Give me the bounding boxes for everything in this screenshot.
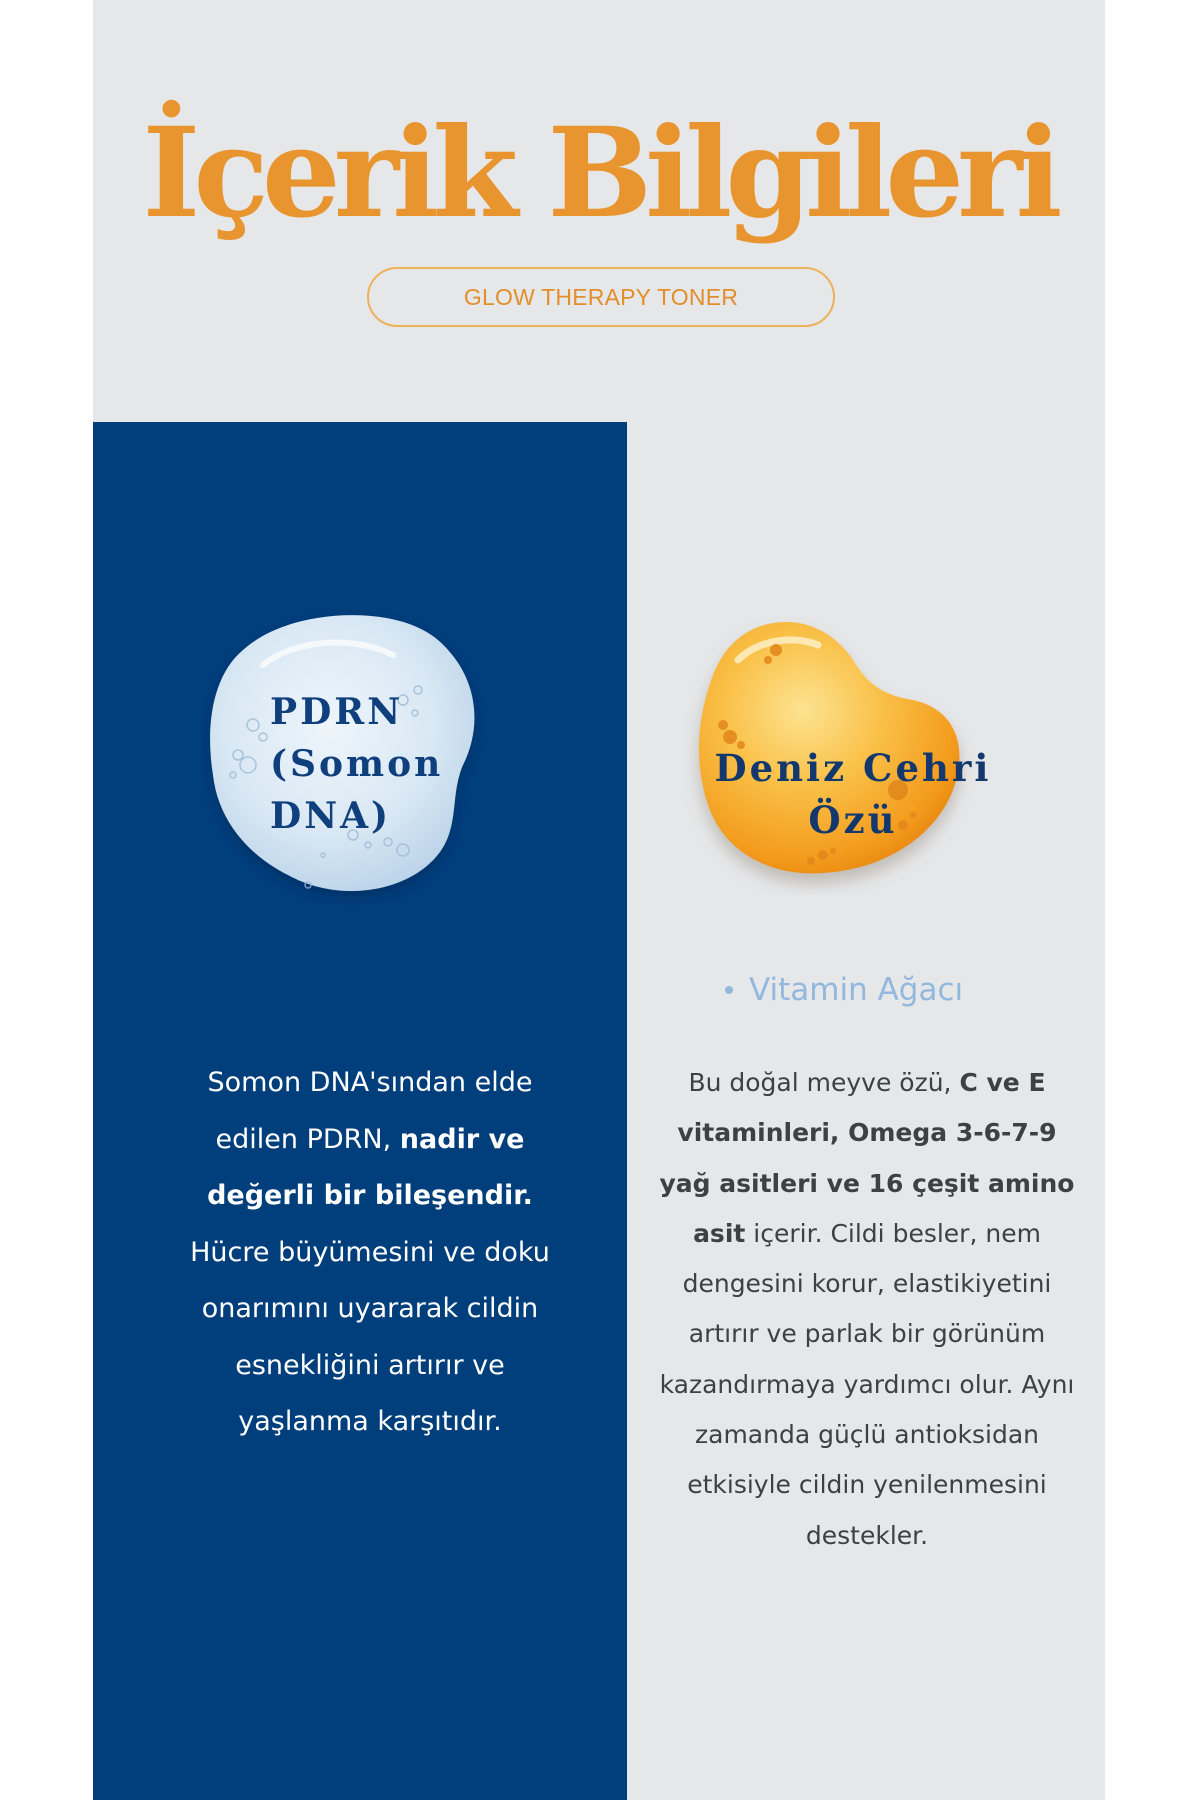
- product-name-badge: GLOW THERAPY TONER: [367, 267, 835, 327]
- description-text: Hücre büyümesini ve doku onarımını uyararak cildin esnekliğini artırır ve yaşlanma karşıtıdır.: [190, 1236, 550, 1437]
- bullet-dot-icon: [725, 986, 733, 994]
- ingredient-name-line: DNA): [270, 795, 392, 837]
- page-title: İçerik Bilgileri: [142, 101, 1056, 246]
- description-text: Bu doğal meyve özü,: [688, 1068, 960, 1097]
- ingredient-bullet: [725, 972, 963, 1008]
- description-text: içerir. Cildi besler, nem dengesini korur, elastikiyetini artırır ve parlak bir görünüm kazandırmaya yardımcı olur. Aynı zamanda güçlü antioksidan etkisiyle cildin yenilenmesini destekler.: [659, 1218, 1075, 1550]
- description-bold-text: nadir ve değerli bir bileşendir.: [207, 1123, 533, 1211]
- ingredient-description-deniz-cehri: [653, 1058, 1081, 1561]
- ingredient-name-pdrn: [270, 686, 470, 842]
- ingredient-name-line: Deniz Cehri: [714, 746, 992, 790]
- page-background: [93, 0, 1105, 1800]
- ingredient-name-line: PDRN: [270, 691, 404, 733]
- ingredient-name-line: (Somon: [270, 743, 444, 785]
- ingredient-description-pdrn: [185, 1055, 555, 1451]
- description-bold-text: C ve E vitaminleri, Omega 3-6-7-9 yağ asitleri ve 16 çeşit amino asit: [659, 1068, 1075, 1248]
- description-text: Somon DNA'sından elde edilen PDRN,: [207, 1067, 533, 1155]
- bullet-text: Vitamin Ağacı: [749, 972, 964, 1008]
- ingredient-name-deniz-cehri: [693, 742, 1013, 846]
- ingredient-name-line: Özü: [808, 798, 898, 842]
